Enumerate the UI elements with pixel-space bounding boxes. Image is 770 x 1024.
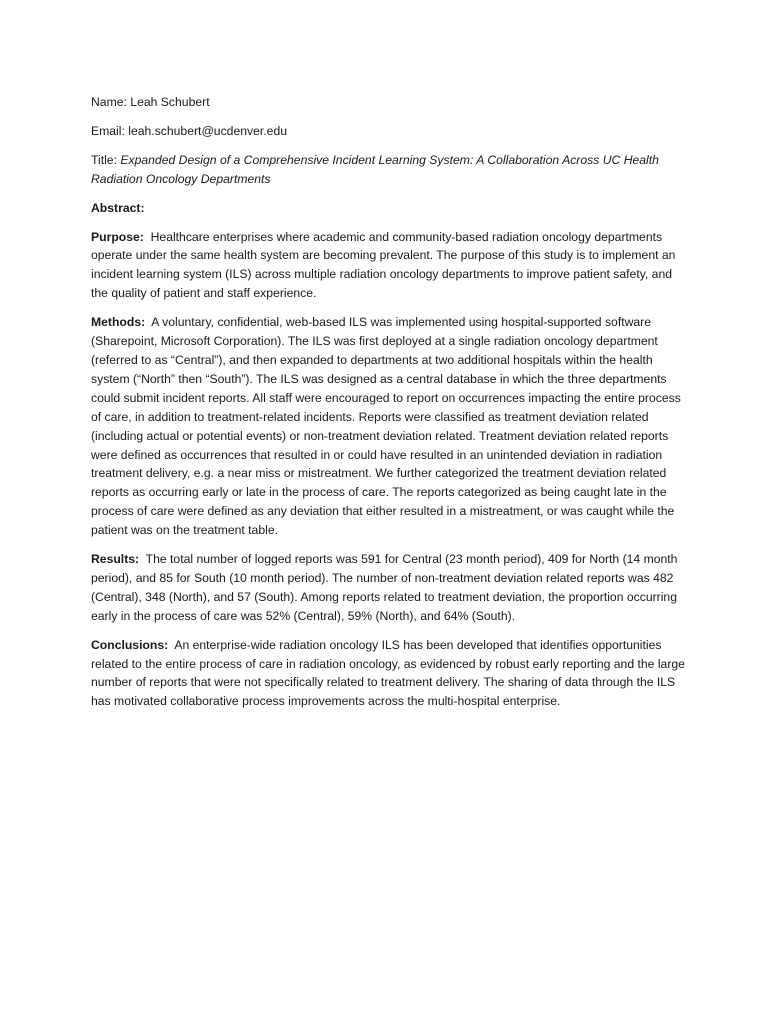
name-value: Leah Schubert — [130, 95, 210, 109]
email-value: leah.schubert@ucdenver.edu — [128, 123, 287, 138]
purpose-text: Healthcare enterprises where academic and community-based radiation oncology departments operate under the same health system are becoming prevalent. The purpose of this study is to implement an incident learning system (ILS) across multiple radiation oncology departments to improve patient safety, and the quality of patient and staff experience. — [91, 229, 676, 301]
results-label: Results: — [91, 552, 140, 567]
abstract-methods-paragraph — [91, 313, 685, 540]
methods-label: Methods: — [91, 315, 146, 330]
author-name-line — [91, 93, 685, 112]
author-email-line — [91, 122, 685, 141]
abstract-heading: Abstract: — [91, 200, 145, 215]
abstract-results-paragraph — [91, 550, 685, 626]
purpose-label: Purpose: — [91, 229, 144, 244]
abstract-purpose-paragraph — [91, 228, 685, 304]
title-line — [91, 151, 685, 189]
conclusions-label: Conclusions: — [91, 637, 169, 652]
abstract-conclusions-paragraph — [91, 636, 685, 712]
title-label: Title: — [91, 152, 117, 167]
methods-text: A voluntary, confidential, web-based ILS was implemented using hospital-supported software (Sharepoint, Microsoft Corporation). The ILS was first deployed at a single radiation oncology department (referred to as “Central”), and then expanded to departments at two additional hospitals within the health system (“North” then “South”). The ILS was designed as a central database in which the three departments could submit incident reports. All staff were encouraged to report on occurrences impacting the entire process of care, in addition to treatment-related incidents. Reports were classified as treatment deviation related (including actual or potential events) or non-treatment deviation related. Treatment deviation related reports were defined as occurrences that resulted in or could have resulted in an unintended deviation in radiation treatment delivery, e.g. a near miss or mistreatment. We further categorized the treatment deviation related reports as occurring early or late in the process of care. The reports categorized as being caught late in the process of care were defined as any deviation that either resulted in a mistreatment, or was caught while the patient was on the treatment table. — [91, 315, 681, 538]
email-label: Email: — [91, 123, 125, 138]
name-label: Name: — [91, 95, 127, 109]
conclusions-text: An enterprise-wide radiation oncology ILS has been developed that identifies opportunities related to the entire process of care in radiation oncology, as evidenced by robust early reporting and the large number of reports that were not specifically related to treatment delivery. The sharing of data through the ILS has motivated collaborative process improvements across the multi-hospital enterprise. — [91, 637, 685, 709]
document-page — [91, 93, 685, 721]
title-text: Expanded Design of a Comprehensive Incident Learning System: A Collaboration Across UC Health Radiation Oncology Departments — [91, 152, 659, 186]
results-text: The total number of logged reports was 591 for Central (23 month period), 409 for North (14 month period), and 85 for South (10 month period). The number of non-treatment deviation related reports was 482 (Central), 348 (North), and 57 (South). Among reports related to treatment deviation, the proportion occurring early in the process of care was 52% (Central), 59% (North), and 64% (South). — [91, 552, 678, 623]
